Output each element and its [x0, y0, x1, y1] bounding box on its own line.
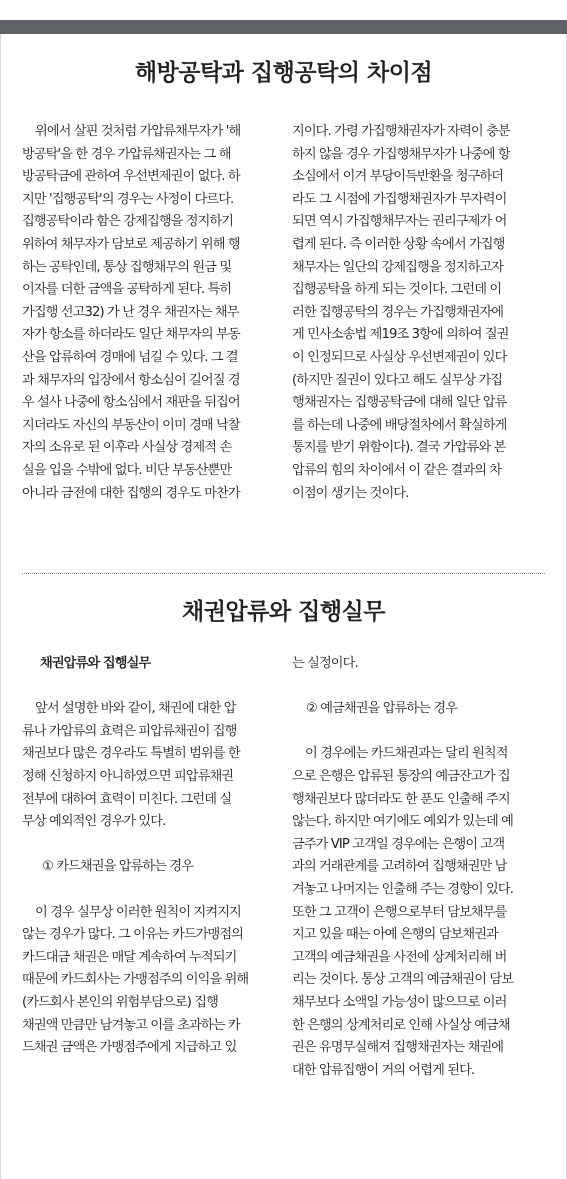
text-line: 가집행 선고32) 가 난 경우 채권자는 채무: [22, 304, 239, 320]
text-line: 채무자는 일단의 강제집행을 정지하고자: [292, 259, 504, 275]
text-line: 과 채무자의 입장에서 항소심이 길어질 경: [22, 372, 240, 388]
text-line: 지고 있을 때는 아예 은행의 담보채권과: [292, 927, 498, 943]
text-line: (카드회사 본인의 위험부담으로) 집행: [22, 994, 218, 1010]
text-line: 으로 은행은 압류된 통장의 예금잔고가 집: [292, 768, 510, 784]
text-line: 산을 압류하여 경매에 넘길 수 있다. 그 결: [22, 349, 238, 365]
text-line: 지더라도 자신의 부동산이 이미 경매 낙찰: [22, 417, 240, 433]
text-line: 채권액 만큼만 남겨놓고 이를 초과하는 카: [22, 1017, 240, 1033]
paragraph: [22, 902, 275, 1060]
text-line: 무상 예외적인 경우가 있다.: [22, 814, 166, 830]
text-line: 않는 경우가 많다. 그 이유는 카드가맹점의: [22, 927, 244, 943]
text-column-right: [292, 121, 545, 505]
text-line: 행채권자는 집행공탁금에 대해 일단 압류: [292, 395, 507, 411]
text-line: 통지를 받기 위함이다). 결국 가압류와 본: [292, 440, 506, 456]
text-line: 행채권보다 많더라도 한 푼도 인출해 주지: [292, 791, 510, 807]
text-line: 우 설사 나중에 항소심에서 재판을 뒤집어: [22, 395, 240, 411]
text-line: 자의 소유로 된 이후라 사실상 경제적 손: [22, 440, 232, 456]
text-line: 채무보다 소액일 가능성이 많으므로 이러: [292, 994, 507, 1010]
subheading: 채권압류와 집행실무: [40, 656, 151, 671]
text-column-left: [22, 653, 275, 1060]
text-line: 아니라 금전에 대한 집행의 경우도 마찬가: [22, 485, 240, 501]
text-line: 전부에 대하여 효력이 미친다. 그런데 실: [22, 791, 232, 807]
text-line: 지만 '집행공탁'의 경우는 사정이 다르다.: [22, 191, 234, 207]
text-line: 압류의 힘의 차이에서 이 같은 결과의 차: [292, 462, 502, 478]
text-line: 또한 그 고객이 은행으로부터 담보채무를: [292, 904, 507, 920]
paragraph: [22, 698, 275, 834]
subheading: ② 예금채권을 압류하는 경우: [306, 701, 458, 717]
text-line: 고객의 예금채권을 사전에 상계처리해 버: [292, 949, 507, 965]
text-line: 이 인정되므로 사실상 우선변제권이 있다: [292, 349, 507, 365]
text-line: 대한 압류집행이 거의 어렵게 된다.: [292, 1062, 475, 1078]
text-line: 이 경우 실무상 이러한 원칙이 지켜지지: [35, 904, 241, 920]
text-line: 소심에서 이겨 부당이득반환을 청구하더: [292, 169, 504, 185]
text-line: 않는다. 하지만 여기에도 예외가 있는데 예: [292, 814, 514, 830]
subheading: ① 카드채권을 압류하는 경우: [42, 859, 194, 875]
text-line: 때문에 카드회사는 가맹점주의 이익을 위해: [22, 972, 249, 988]
text-line: 를 하는데 나중에 배당절차에서 확실하게: [292, 417, 507, 433]
paragraph: [22, 121, 275, 505]
text-line: 되면 역시 가집행채무자는 권리구제가 어: [292, 214, 507, 230]
text-line: 렵게 된다. 즉 이러한 상황 속에서 가집행: [292, 236, 505, 252]
section-title: 해방공탁과 집행공탁의 차이점: [134, 60, 433, 86]
text-line: 집행공탁이라 함은 강제집행을 정지하기: [22, 214, 234, 230]
top-bar: [0, 20, 567, 34]
text-line: 금주가 VIP 고객일 경우에는 은행이 고객: [292, 836, 505, 852]
text-line: 겨놓고 나머지는 인출해 주는 경향이 있다.: [292, 881, 514, 897]
text-line: 방공탁'을 한 경우 가압류채권자는 그 해: [22, 146, 231, 162]
paragraph: [292, 121, 545, 505]
text-line: 앞서 설명한 바와 같이, 채권에 대한 압: [35, 701, 236, 717]
text-line: 이자를 더한 금액을 공탁하게 된다. 특히: [22, 282, 232, 298]
dotted-divider: [22, 573, 545, 574]
text-line: 류나 가압류의 효력은 피압류채권이 집행: [22, 723, 237, 739]
text-line: (하지만 질권이 있다고 해도 실무상 가집: [292, 372, 503, 388]
text-line: 위하여 채무자가 담보로 제공하기 위해 행: [22, 236, 240, 252]
text-line: 러한 집행공탁의 경우는 가집행채권자에: [292, 304, 504, 320]
text-line: 리는 것이다. 통상 고객의 예금채권이 담보: [292, 972, 514, 988]
text-line: 방공탁금에 관하여 우선변제권이 없다. 하: [22, 169, 240, 185]
text-line: 한 은행의 상계처리로 인해 사실상 예금채: [292, 1017, 510, 1033]
text-line: 정해 신청하지 아니하였으면 피압류채권: [22, 768, 234, 784]
text-line: 는 실정이다.: [292, 656, 358, 671]
text-line: 과의 거래관계를 고려하여 집행채권만 남: [292, 859, 507, 875]
text-column-left: [22, 121, 275, 505]
text-line: 드채권 금액은 가맹점주에게 지급하고 있: [22, 1040, 237, 1056]
section-title: 채권압류와 집행실무: [182, 599, 385, 625]
text-line: 게 민사소송법 제19조 3항에 의하여 질권: [292, 327, 509, 343]
text-line: 실을 입을 수밖에 없다. 비단 부동산뿐만: [22, 462, 232, 478]
text-line: 위에서 살핀 것처럼 가압류채무자가 '해: [35, 124, 241, 139]
text-line: 권은 유명무실해져 집행채권자는 채권에: [292, 1040, 504, 1056]
text-column-right: [292, 653, 545, 1082]
text-line: 지이다. 가령 가집행채권자가 자력이 충분: [292, 124, 510, 139]
text-line: 이점이 생기는 것이다.: [292, 485, 409, 501]
text-line: 이 경우에는 카드채권과는 달리 원칙적: [305, 746, 508, 762]
text-line: 자가 항소를 하더라도 일단 채무자의 부동: [22, 327, 240, 343]
paragraph: [292, 743, 545, 1082]
text-line: 집행공탁을 하게 되는 것이다. 그런데 이: [292, 282, 502, 298]
text-line: 하는 공탁인데, 통상 집행채무의 원금 및: [22, 259, 232, 275]
text-line: 카드대금 채권은 매달 계속하여 누적되기: [22, 949, 237, 965]
text-line: 하지 않을 경우 가집행채무자가 나중에 항: [292, 146, 510, 162]
text-line: 라도 그 시점에 가집행채권자가 무자력이: [292, 191, 507, 207]
text-line: 채권보다 많은 경우라도 특별히 범위를 한: [22, 746, 240, 762]
